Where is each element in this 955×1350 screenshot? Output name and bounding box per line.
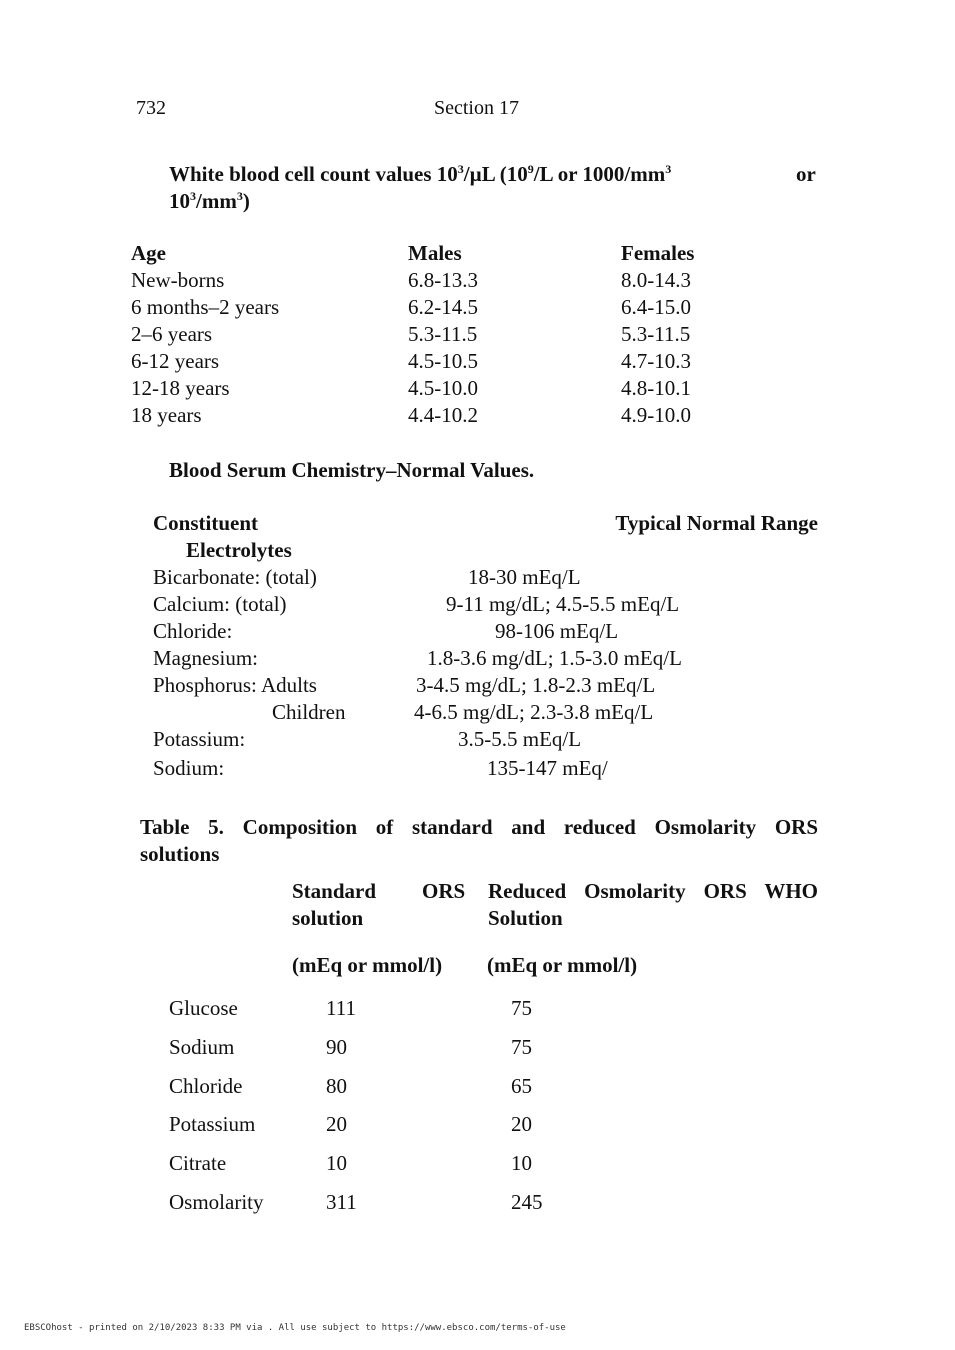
serum-range: 4-6.5 mg/dL; 2.3-3.8 mEq/L bbox=[414, 700, 654, 724]
wbc-females: 4.9-10.0 bbox=[621, 403, 691, 427]
ors-standard: 20 bbox=[326, 1112, 347, 1136]
serum-range: 98-106 mEq/L bbox=[495, 619, 619, 643]
wbc-females: 4.8-10.1 bbox=[621, 376, 691, 400]
ors-table bbox=[0, 995, 955, 1225]
ors-col1-header-b: ORS bbox=[422, 879, 466, 903]
wbc-age: 18 years bbox=[131, 403, 202, 427]
wbc-col-females: Females bbox=[621, 241, 695, 265]
serum-constituent: Children bbox=[272, 700, 346, 724]
serum-constituent: Chloride: bbox=[153, 619, 233, 643]
ors-reduced: 245 bbox=[511, 1190, 543, 1214]
serum-title: Blood Serum Chemistry–Normal Values. bbox=[169, 458, 535, 482]
wbc-females: 8.0-14.3 bbox=[621, 268, 691, 292]
wbc-title-or: or bbox=[796, 162, 816, 186]
wbc-title: White blood cell count values $10^3/\mu L$ ($10^9/L$ or $1000/mm^3$ bbox=[169, 162, 672, 186]
ors-standard: 311 bbox=[326, 1190, 357, 1214]
wbc-col-age: Age bbox=[131, 241, 166, 265]
wbc-age: 12-18 years bbox=[131, 376, 230, 400]
wbc-col-males: Males bbox=[408, 241, 462, 265]
ors-constituent: Chloride bbox=[169, 1074, 243, 1098]
serum-constituent: Bicarbonate: (total) bbox=[153, 565, 317, 589]
wbc-age: New-borns bbox=[131, 268, 225, 292]
serum-range: 18-30 mEq/L bbox=[468, 565, 581, 589]
wbc-males: 5.3-11.5 bbox=[408, 322, 478, 346]
serum-constituent: Potassium: bbox=[153, 727, 246, 751]
ors-title-line2: solutions bbox=[140, 842, 220, 866]
serum-range: 3-4.5 mg/dL; 1.8-2.3 mEq/L bbox=[416, 673, 656, 697]
wbc-females: 5.3-11.5 bbox=[621, 322, 691, 346]
wbc-males: 4.4-10.2 bbox=[408, 403, 478, 427]
print-footer: EBSCOhost - printed on 2/10/2023 8:33 PM via . All use subject to https://www.ebsco.com/terms-of-use bbox=[24, 1323, 566, 1333]
serum-constituent: Sodium: bbox=[153, 756, 225, 780]
ors-reduced: 75 bbox=[511, 996, 532, 1020]
wbc-age: 6 months–2 years bbox=[131, 295, 280, 319]
serum-col-range: Typical Normal Range bbox=[615, 511, 818, 535]
ors-col2-header: Reduced Osmolarity ORS WHO bbox=[488, 879, 818, 903]
ors-title: Table 5. Composition of standard and reduced Osmolarity ORS bbox=[140, 815, 818, 839]
ors-standard: 80 bbox=[326, 1074, 347, 1098]
wbc-age: 2–6 years bbox=[131, 322, 213, 346]
wbc-females: 6.4-15.0 bbox=[621, 295, 691, 319]
ors-constituent: Osmolarity bbox=[169, 1190, 264, 1214]
ors-constituent: Glucose bbox=[169, 996, 238, 1020]
serum-range: 9-11 mg/dL; 4.5-5.5 mEq/L bbox=[446, 592, 680, 616]
ors-col1-header-line2: solution bbox=[292, 906, 364, 930]
serum-constituent: Magnesium: bbox=[153, 646, 258, 670]
serum-col-constituent: Constituent bbox=[153, 511, 259, 535]
wbc-males: 4.5-10.0 bbox=[408, 376, 478, 400]
ors-standard: 10 bbox=[326, 1151, 347, 1175]
page-number: 732 bbox=[136, 97, 166, 119]
ors-col1-header-a: Standard bbox=[292, 879, 377, 903]
running-header: Section 17 bbox=[434, 97, 519, 119]
wbc-males: 6.2-14.5 bbox=[408, 295, 478, 319]
wbc-males: 6.8-13.3 bbox=[408, 268, 478, 292]
ors-constituent: Potassium bbox=[169, 1112, 256, 1136]
wbc-age: 6-12 years bbox=[131, 349, 220, 373]
serum-constituent: Phosphorus: Adults bbox=[153, 673, 317, 697]
serum-range: 135-147 mEq/ bbox=[487, 756, 608, 780]
wbc-table bbox=[0, 240, 955, 440]
serum-constituent: Calcium: (total) bbox=[153, 592, 287, 616]
ors-standard: 111 bbox=[326, 996, 356, 1020]
wbc-males: 4.5-10.5 bbox=[408, 349, 478, 373]
serum-table bbox=[0, 564, 955, 784]
ors-reduced: 75 bbox=[511, 1035, 532, 1059]
ors-constituent: Citrate bbox=[169, 1151, 227, 1175]
ors-standard: 90 bbox=[326, 1035, 347, 1059]
ors-reduced: 20 bbox=[511, 1112, 532, 1136]
ors-unit-1: (mEq or mmol/l) bbox=[292, 953, 443, 977]
serum-range: 1.8-3.6 mg/dL; 1.5-3.0 mEq/L bbox=[427, 646, 682, 670]
wbc-title-line2: $10^3/mm^3$) bbox=[169, 189, 250, 213]
ors-col2-header-line2: Solution bbox=[488, 906, 563, 930]
ors-reduced: 65 bbox=[511, 1074, 532, 1098]
ors-reduced: 10 bbox=[511, 1151, 532, 1175]
wbc-females: 4.7-10.3 bbox=[621, 349, 691, 373]
ors-constituent: Sodium bbox=[169, 1035, 235, 1059]
ors-unit-2: (mEq or mmol/l) bbox=[487, 953, 638, 977]
serum-range: 3.5-5.5 mEq/L bbox=[458, 727, 582, 751]
serum-subheading: Electrolytes bbox=[186, 538, 292, 562]
